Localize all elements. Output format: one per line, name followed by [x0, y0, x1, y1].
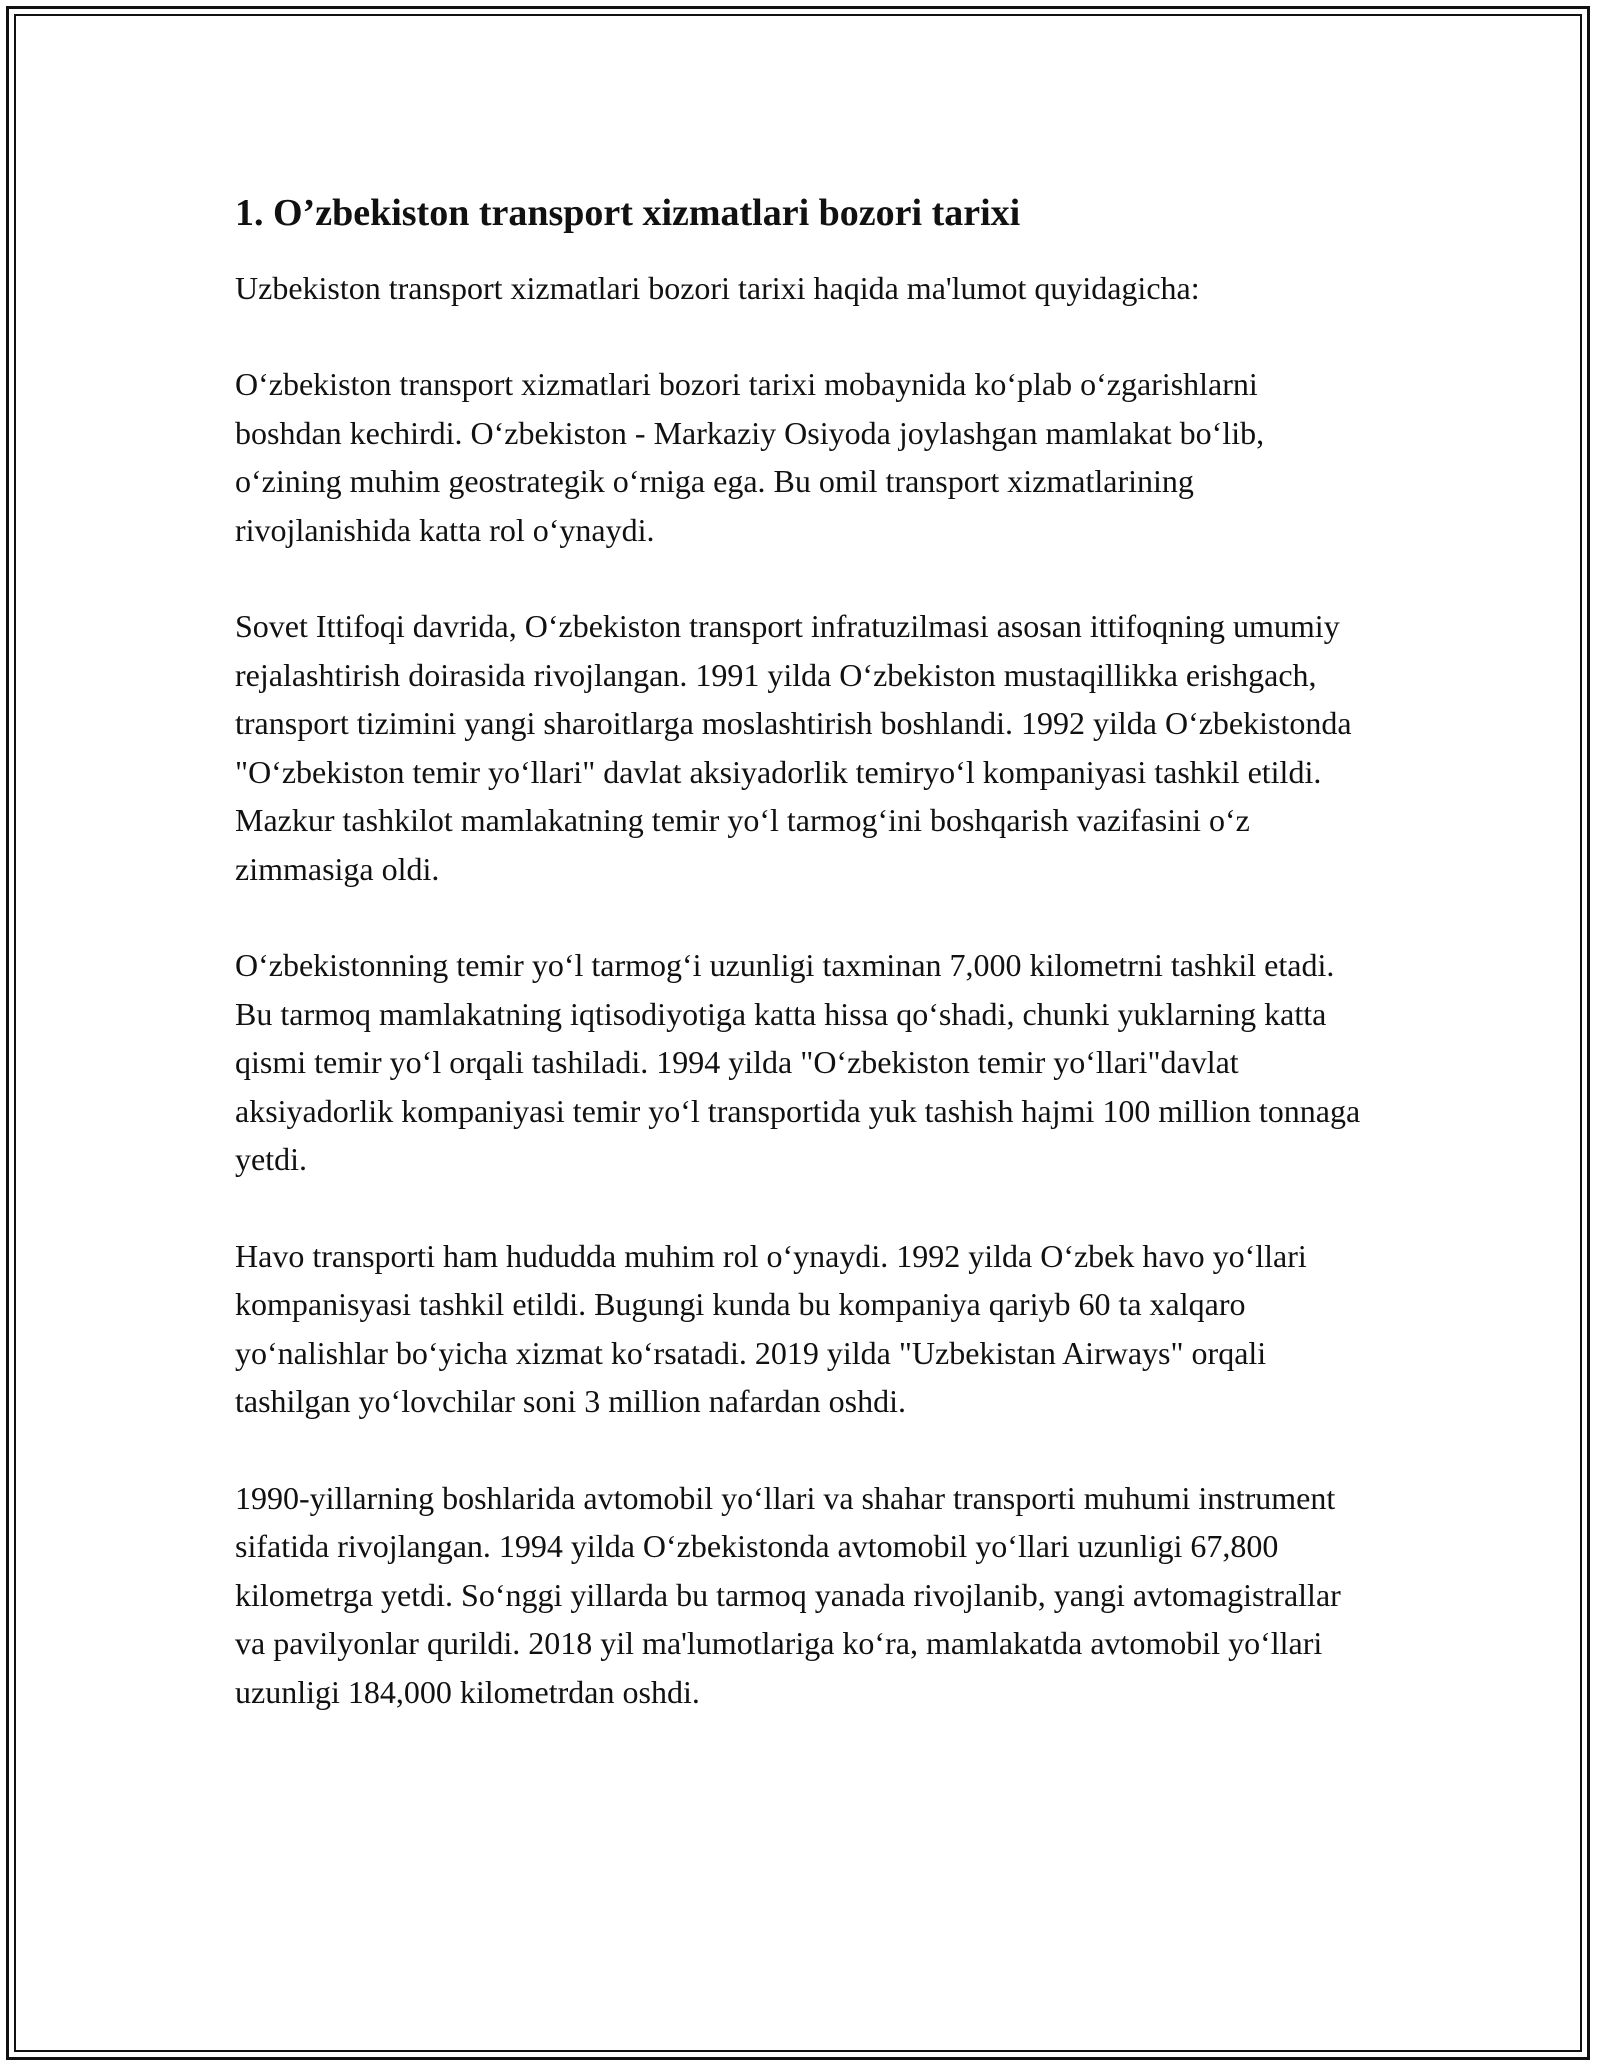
paragraph-soviet-era-railways: Sovet Ittifoqi davrida, O‘zbekiston transport infratuzilmasi asosan ittifoqning umumiy rejalashtirish doirasida rivojlangan. 1991 yilda O‘zbekiston mustaqillikka erishgach, transport tizimini yangi sharoitlarga moslashtirish boshlandi. 1992 yilda O‘zbekistonda "O‘zbekiston temir yo‘llari" davlat aksiyadorlik temiryo‘l kompaniyasi tashkil etildi. Mazkur tashkilot mamlakatning temir yo‘l tarmog‘ini boshqarish vazifasini o‘z zimmasiga oldi. [235, 608, 1352, 887]
paragraph-air-transport: Havo transporti ham hududda muhim rol o‘ynaydi. 1992 yilda O‘zbek havo yo‘llari kompanisyasi tashkil etildi. Bugungi kunda bu kompaniya qariyb 60 ta xalqaro yo‘nalishlar bo‘yicha xizmat ko‘rsatadi. 2019 yilda "Uzbekistan Airways" orqali tashilgan yo‘lovchilar soni 3 million nafardan oshdi. [235, 1237, 1307, 1419]
paragraph-railway-network: O‘zbekistonning temir yo‘l tarmog‘i uzunligi taxminan 7,000 kilometrni tashkil etadi. Bu tarmoq mamlakatning iqtisodiyotiga katta hissa qo‘shadi, chunki yuklarning katta qismi temir yo‘l orqali tashiladi. 1994 yilda "O‘zbekiston temir yo‘llari"davlat aksiyadorlik kompaniyasi temir yo‘l transportida yuk tashish hajmi 100 million tonnaga yetdi. [235, 947, 1361, 1177]
document-body [235, 188, 1365, 1764]
section-heading: 1. O’zbekiston transport xizmatlari bozori tarixi [235, 192, 1021, 234]
paragraph-road-transport: 1990-yillarning boshlarida avtomobil yo‘llari va shahar transporti muhumi instrument sifatida rivojlangan. 1994 yilda O‘zbekistonda avtomobil yo‘llari uzunligi 67,800 kilometrga yetdi. So‘nggi yillarda bu tarmoq yanada rivojlanib, yangi avtomagistrallar va pavilyonlar qurildi. 2018 yil ma'lumotlariga ko‘ra, mamlakatda avtomobil yo‘llari uzunligi 184,000 kilometrdan oshdi. [235, 1479, 1341, 1710]
intro-paragraph: Uzbekiston transport xizmatlari bozori tarixi haqida ma'lumot quyidagicha: [235, 270, 1200, 306]
paragraph-overview: O‘zbekiston transport xizmatlari bozori tarixi mobaynida ko‘plab o‘zgarishlarni boshdan kechirdi. O‘zbekiston - Markaziy Osiyoda joylashgan mamlakat bo‘lib, o‘zining muhim geostrategik o‘rniga ega. Bu omil transport xizmatlarining rivojlanishida katta rol o‘ynaydi. [235, 366, 1265, 548]
